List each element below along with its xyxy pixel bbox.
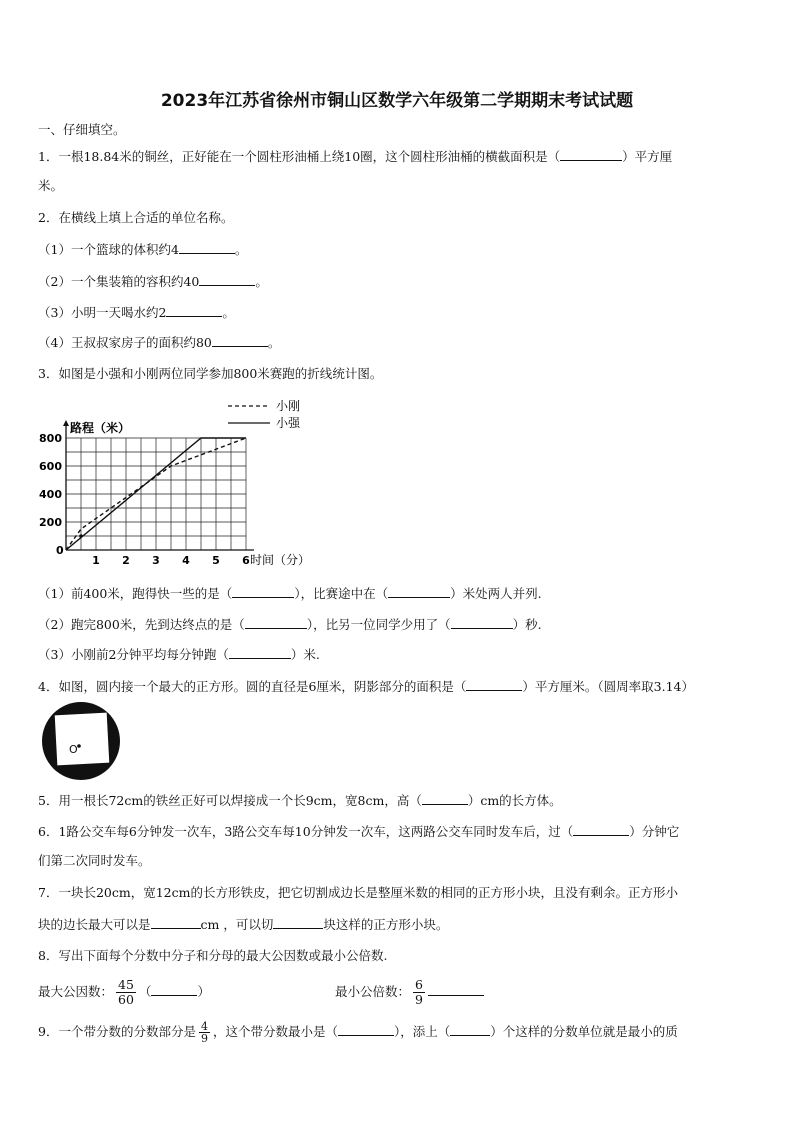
q4-text-end: ）平方厘米。（圆周率取3.14） bbox=[522, 679, 695, 694]
inscribed-square bbox=[55, 713, 110, 766]
x-axis-label: 时间（分） bbox=[250, 553, 311, 567]
y-tick-label: 200 bbox=[39, 516, 62, 529]
q3-sub-2-c: ）秒. bbox=[512, 617, 542, 632]
center-label: O bbox=[69, 743, 78, 756]
q2-item-1-text: （1）一个篮球的体积约4 bbox=[38, 242, 179, 257]
x-tick-label: 3 bbox=[152, 554, 160, 567]
q9-fraction bbox=[199, 1021, 210, 1044]
legend-label: 小强 bbox=[276, 416, 301, 430]
question-6 bbox=[38, 823, 679, 840]
y-tick-label: 400 bbox=[39, 488, 62, 501]
q2-item-1-end: 。 bbox=[234, 242, 248, 257]
q9-text-a: 9．一个带分数的分数部分是 bbox=[38, 1024, 196, 1039]
line-chart bbox=[38, 392, 338, 572]
q8-lcm-fraction bbox=[413, 978, 425, 1007]
chart-grid bbox=[66, 438, 246, 550]
q4-text: 4．如图，圆内接一个最大的正方形。圆的直径是6厘米，阴影部分的面积是（ bbox=[38, 679, 467, 694]
q2-item-4-end: 。 bbox=[267, 335, 281, 350]
chart-axes bbox=[63, 420, 254, 550]
origin-label: 0 bbox=[56, 544, 64, 557]
q1-text-end: ）平方厘 bbox=[622, 149, 673, 164]
q7-blank-2[interactable] bbox=[273, 916, 323, 929]
q7-blank-1[interactable] bbox=[151, 916, 201, 929]
q3-sub-2 bbox=[38, 616, 542, 633]
q6-text-end: ）分钟它 bbox=[629, 824, 680, 839]
q3-sub-1-c: ）米处两人并列. bbox=[450, 586, 542, 601]
y-tick-label: 600 bbox=[39, 460, 62, 473]
q9-text-c: ），添上（ bbox=[393, 1024, 451, 1039]
q3-sub-1-b: ），比赛途中在（ bbox=[294, 586, 389, 601]
q8-gcd-paren-close: ） bbox=[197, 984, 210, 999]
q9-numerator: 4 bbox=[200, 1020, 208, 1033]
q9-blank-1[interactable] bbox=[338, 1023, 394, 1036]
legend-label: 小刚 bbox=[276, 399, 301, 413]
q5-blank[interactable] bbox=[422, 792, 468, 805]
q3-sub-3-blank[interactable] bbox=[229, 646, 291, 659]
q8-gcd-fraction bbox=[116, 978, 136, 1007]
q7-text-a: 块的边长最大可以是 bbox=[38, 917, 151, 932]
q3-sub-1-blank-1[interactable] bbox=[232, 585, 294, 598]
question-1 bbox=[38, 148, 672, 165]
q6-blank[interactable] bbox=[573, 823, 629, 836]
q2-item-1 bbox=[38, 241, 247, 258]
q3-sub-1-blank-2[interactable] bbox=[388, 585, 450, 598]
q2-item-2 bbox=[38, 273, 268, 290]
q3-sub-2-a: （2）跑完800米，先到达终点的是（ bbox=[38, 617, 245, 632]
x-tick-label: 4 bbox=[182, 554, 190, 567]
q2-item-2-text: （2）一个集装箱的容积约40 bbox=[38, 274, 200, 289]
q1-text-cont: 米。 bbox=[38, 178, 64, 193]
q9-blank-2[interactable] bbox=[450, 1023, 490, 1036]
question-4 bbox=[38, 678, 694, 695]
question-2-stem: 2．在横线上填上合适的单位名称。 bbox=[38, 210, 234, 225]
q8-gcd bbox=[38, 972, 210, 1012]
q3-sub-3 bbox=[38, 646, 320, 663]
q7-text-c: 块这样的正方形小块。 bbox=[323, 917, 449, 932]
section-heading: 一、仔细填空。 bbox=[38, 122, 126, 137]
x-tick-label: 6 bbox=[242, 554, 250, 567]
q7-line-2 bbox=[38, 916, 448, 933]
q8-lcm-label: 最小公倍数： bbox=[335, 984, 411, 999]
q3-sub-1 bbox=[38, 585, 542, 602]
question-8-stem: 8．写出下面每个分数中分子和分母的最大公因数或最小公倍数. bbox=[38, 948, 388, 963]
q2-item-3-end: 。 bbox=[222, 305, 235, 320]
q1-text: 1．一根18.84米的铜丝，正好能在一个圆柱形油桶上绕10圈，这个圆柱形油桶的横截面积是（ bbox=[38, 149, 561, 164]
q2-item-4-text: （4）王叔叔家房子的面积约80 bbox=[38, 335, 212, 350]
q6-text: 6．1路公交车每6分钟发一次车，3路公交车每10分钟发一次车，这两路公交车同时发车后，过（ bbox=[38, 824, 574, 839]
q4-blank[interactable] bbox=[466, 678, 522, 691]
q2-item-2-blank[interactable] bbox=[199, 273, 255, 286]
q2-item-4-blank[interactable] bbox=[212, 334, 268, 347]
q2-item-4 bbox=[38, 334, 280, 351]
q1-blank[interactable] bbox=[560, 148, 622, 161]
q7-text-b: cm ，可以切 bbox=[200, 917, 274, 932]
q8-gcd-denominator: 60 bbox=[118, 992, 134, 1007]
question-7: 7．一块长20cm，宽12cm的长方形铁皮，把它切割成边长是整厘米数的相同的正方形小块，且没有剩余。正方形小 bbox=[38, 885, 678, 900]
q8-lcm-denominator: 9 bbox=[415, 992, 423, 1007]
q8-gcd-paren-open: （ bbox=[138, 984, 152, 999]
question-5 bbox=[38, 792, 562, 809]
q6-text-cont: 们第二次同时发车。 bbox=[38, 853, 151, 868]
data-point bbox=[79, 534, 83, 538]
center-dot bbox=[77, 744, 81, 748]
q3-sub-3-b: ）米. bbox=[290, 647, 320, 662]
y-tick-label: 800 bbox=[39, 432, 62, 445]
q8-lcm-numerator: 6 bbox=[415, 977, 423, 992]
q2-item-3-text: （3）小明一天喝水约2 bbox=[38, 305, 167, 320]
q8-gcd-blank[interactable] bbox=[151, 983, 197, 996]
q5-text: 5．用一根长72cm的铁丝正好可以焊接成一个长9cm，宽8cm，高（ bbox=[38, 793, 422, 808]
q2-item-3-blank[interactable] bbox=[166, 304, 222, 317]
page-title: 2023年江苏省徐州市铜山区数学六年级第二学期期末考试试题 bbox=[160, 91, 634, 111]
q9-text-b: ，这个带分数最小是（ bbox=[212, 1024, 338, 1039]
q8-gcd-numerator: 45 bbox=[118, 977, 134, 992]
y-axis-arrow bbox=[63, 420, 69, 426]
q2-item-2-end: 。 bbox=[255, 274, 268, 289]
q8-lcm bbox=[335, 972, 484, 1012]
x-tick-label: 1 bbox=[92, 554, 100, 567]
q5-text-end: ）cm的长方体。 bbox=[467, 793, 562, 808]
q8-lcm-blank[interactable] bbox=[428, 983, 484, 996]
q2-item-3 bbox=[38, 304, 235, 321]
q3-sub-3-a: （3）小刚前2分钟平均每分钟跑（ bbox=[38, 647, 229, 662]
question-3-stem: 3．如图是小强和小刚两位同学参加800米赛跑的折线统计图。 bbox=[38, 366, 383, 381]
x-tick-label: 2 bbox=[122, 554, 130, 567]
q8-gcd-label: 最大公因数： bbox=[38, 984, 114, 999]
circle-square-figure bbox=[38, 700, 124, 782]
q2-item-1-blank[interactable] bbox=[179, 241, 235, 254]
q9-text-d: ）个这样的分数单位就是最小的质 bbox=[490, 1024, 678, 1039]
question-9 bbox=[38, 1014, 678, 1050]
q3-sub-2-b: ），比另一位同学少用了（ bbox=[306, 617, 451, 632]
q3-sub-1-a: （1）前400米，跑得快一些的是（ bbox=[38, 586, 233, 601]
chart-legend bbox=[228, 398, 301, 430]
q3-sub-2-blank-2[interactable] bbox=[451, 616, 513, 629]
x-tick-label: 5 bbox=[212, 554, 220, 567]
y-axis-label: 路程（米） bbox=[70, 421, 131, 435]
q9-denominator: 9 bbox=[200, 1032, 208, 1045]
q3-sub-2-blank-1[interactable] bbox=[245, 616, 307, 629]
